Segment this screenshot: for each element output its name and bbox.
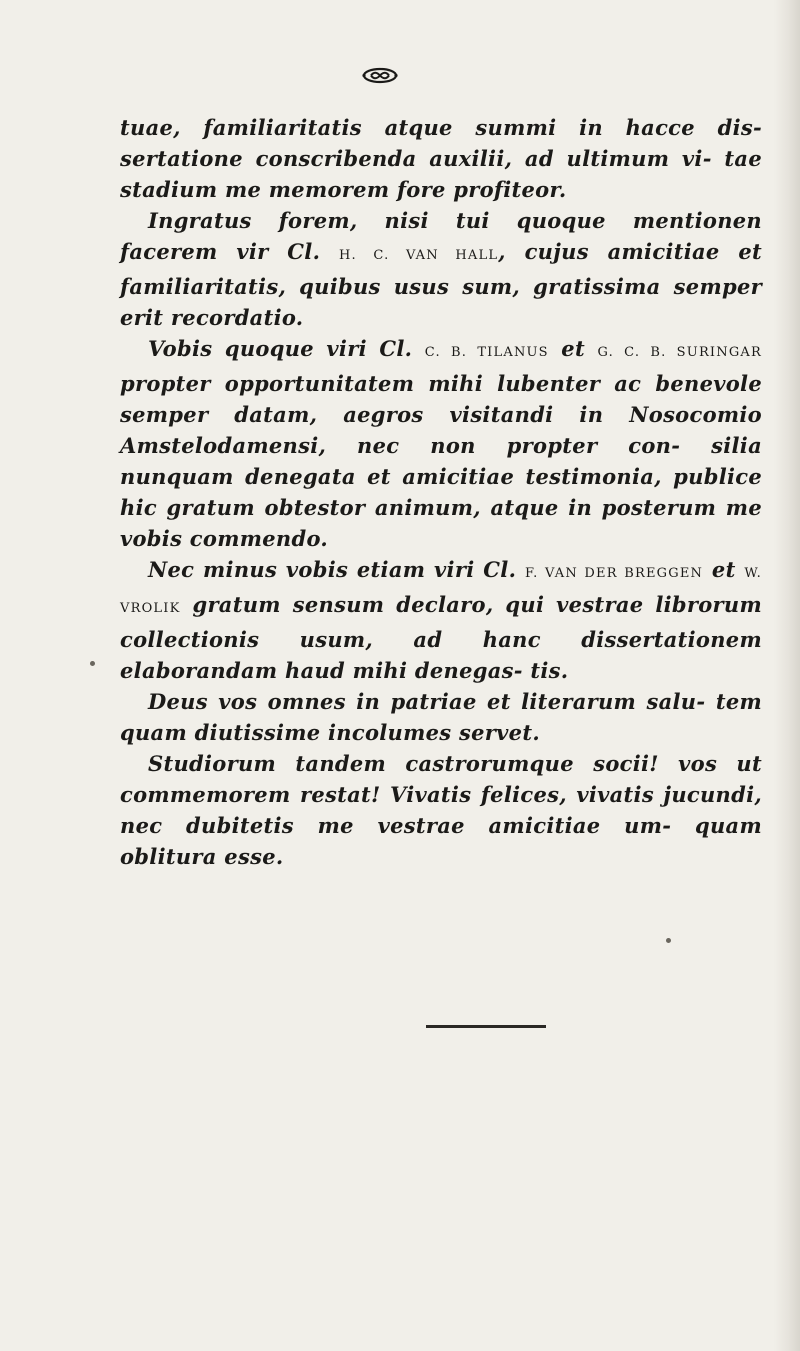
name-vrolik: W. VROLIK	[120, 566, 762, 616]
paragraph-3-text-a: Vobis quoque viri Cl.	[148, 336, 425, 361]
name-van-der-breggen: F. VAN DER BREGGEN	[524, 566, 704, 581]
paragraph-2-text-b: , cujus amicitiae et familiaritatis, quibus usus sum, gratissima semper erit recordatio.	[120, 239, 763, 330]
paragraph-2-text-a: Ingratus forem, nisi tui quoque mentionen facerem vir Cl.	[120, 208, 762, 264]
paragraph-1-text: tuae, familiaritatis atque summi in hacce dis- sertatione conscribenda auxilii, ad ultimum vi- tae stadium me memorem fore profiteor.	[120, 115, 762, 202]
paragraph-4-text-c: gratum sensum declaro, qui vestrae librorum collectionis usum, ad hanc dissertationem elaborandam haud mihi denegas- tis.	[120, 592, 762, 683]
paragraph-1	[120, 112, 762, 205]
paragraph-6-text: Studiorum tandem castrorumque socii! vos ut commemorem restat! Vivatis felices, vivatis jucundi, nec dubitetis me vestrae amicitiae um- quam oblitura esse.	[120, 751, 762, 869]
name-suringar: G. C. B. SURINGAR	[597, 345, 762, 360]
paragraph-4-text-a: Nec minus vobis etiam viri Cl.	[148, 557, 525, 582]
paragraph-3-text-c: propter opportunitatem mihi lubenter ac benevole semper datam, aegros visitandi in Nosocomio Amstelodamensi, nec non propter con- silia nunquam denegata et amicitiae testimonia, publice hic gratum obtestor animum, atque in posterum me vobis commendo.	[120, 371, 762, 551]
paragraph-3	[120, 333, 762, 554]
paragraph-4	[120, 554, 762, 686]
paragraph-5-text: Deus vos omnes in patriae et literarum salu- tem quam diutissime incolumes servet.	[120, 689, 762, 745]
paragraph-2	[120, 205, 762, 333]
paragraph-5	[120, 686, 762, 748]
name-van-hall: H. C. VAN HALL	[339, 248, 499, 263]
name-tilanus: C. B. TILANUS	[424, 345, 549, 360]
ink-speck	[666, 938, 671, 943]
closing-rule	[426, 1025, 546, 1028]
paragraph-3-text-b: et	[548, 336, 598, 361]
fleuron-ornament-icon	[362, 67, 398, 84]
paragraph-6	[120, 748, 762, 872]
page-edge-shadow	[774, 0, 800, 1351]
ink-speck	[90, 661, 95, 666]
paragraph-4-text-b: et	[703, 557, 745, 582]
dedication-text	[120, 112, 762, 872]
